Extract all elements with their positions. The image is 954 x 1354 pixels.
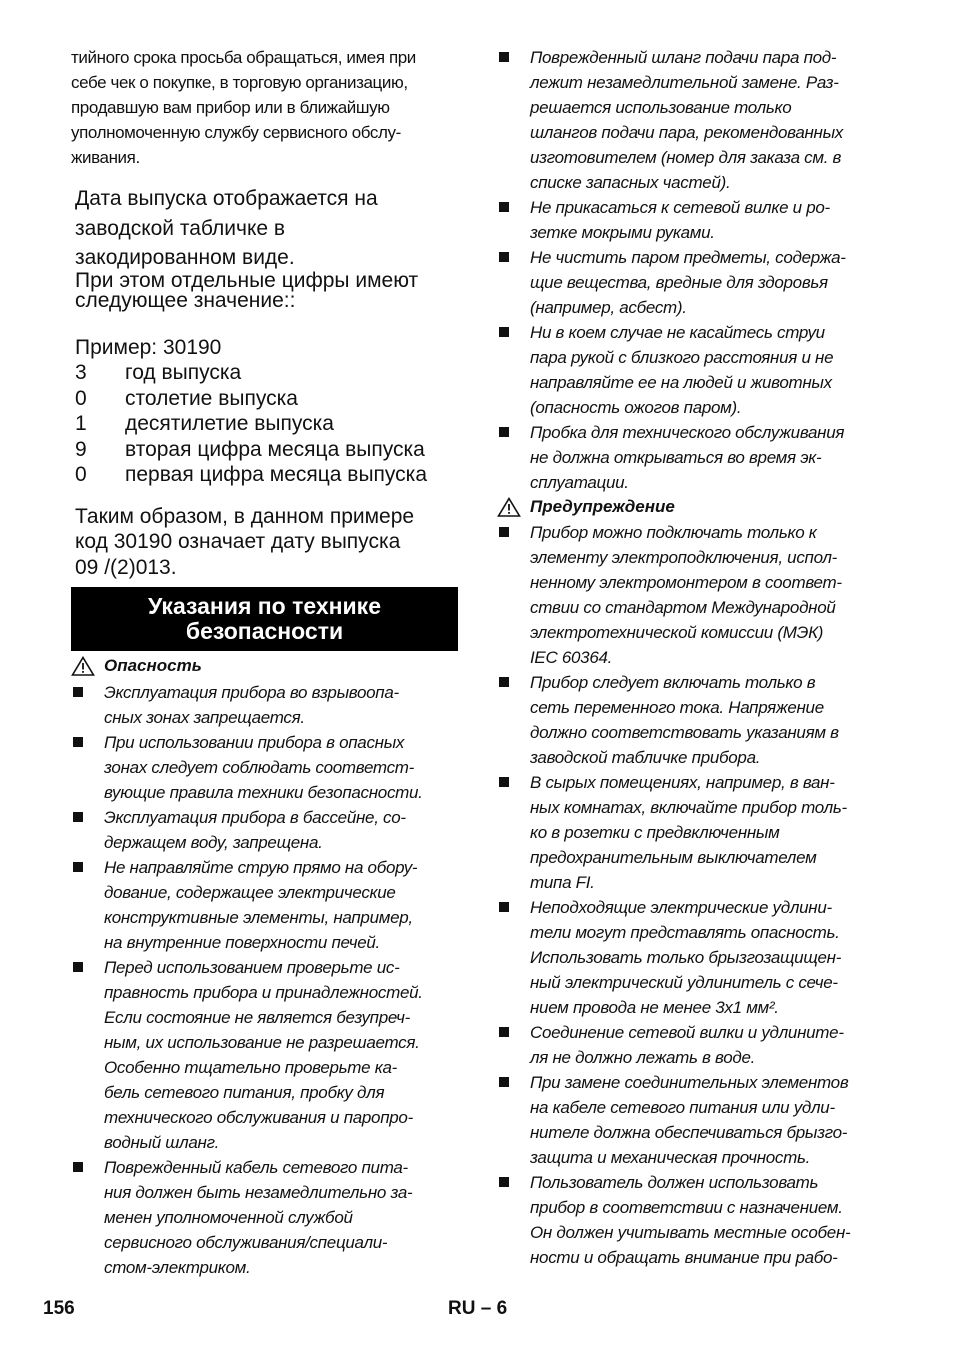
bullet-square-icon (499, 1177, 509, 1187)
list-item: Соединение сетевой вилки и удлините- ля не должно лежать в воде. (497, 1020, 892, 1070)
list-item: При замене соединительных элементов на кабеле сетевого питания или удли- нителе должна обеспечиваться брызго- защита и механическая прочность. (497, 1070, 892, 1170)
list-item: Поврежденный шланг подачи пара под- лежит незамедлительной замене. Раз- решается использование только шлангов подачи пара, рекомендованных изготовителем (номер для заказа см. в списке запасных частей). (497, 45, 892, 195)
code-row (75, 411, 465, 436)
danger-heading (71, 656, 202, 676)
bullet-square-icon (499, 252, 509, 262)
list-item: В сырых помещениях, например, в ван- ных комнатах, включайте прибор толь- ко в розетки с предвключенным предохранительным выключателем типа FI. (497, 770, 892, 895)
digits-meaning-line: следующее значение:: (75, 288, 296, 312)
summary-line: Таким образом, в данном примере (75, 505, 415, 528)
bullet-square-icon (73, 962, 83, 972)
example-label: Пример: 30190 (75, 336, 222, 359)
list-item: Ни в коем случае не касайтесь струи пара рукой с близкого расстояния и не направляйте ее на людей и животных (опасность ожогов паром). (497, 320, 892, 420)
list-item: Не прикасаться к сетевой вилке и ро- зетке мокрыми руками. (497, 195, 892, 245)
code-digit: 0 (75, 463, 87, 487)
warning-label: Предупреждение (530, 497, 675, 516)
code-meaning: столетие выпуска (125, 386, 298, 410)
bullet-square-icon (499, 202, 509, 212)
list-item: Эксплуатация прибора в бассейне, со- держащем воду, запрещена. (71, 805, 461, 855)
date-info (75, 184, 465, 313)
code-row (75, 437, 465, 462)
danger-label: Опасность (104, 656, 202, 675)
page-number: 156 (43, 1298, 75, 1319)
code-meaning: год выпуска (125, 361, 242, 385)
summary-line: 09 /(2)013. (75, 555, 177, 579)
list-item: Не направляйте струю прямо на обору- дование, содержащее электрические конструктивные элементы, например, на внутренние поверхности печей. (71, 855, 461, 955)
danger-bullet-list-continued (497, 45, 892, 495)
bullet-square-icon (499, 1027, 509, 1037)
list-item: Поврежденный кабель сетевого пита- ния должен быть незамедлительно за- менен уполномоченной службой сервисного обслуживания/специали- стом-электриком. (71, 1155, 461, 1280)
bullet-square-icon (73, 1162, 83, 1172)
intro-line: тийного срока просьба обращаться, имея при (71, 48, 416, 67)
intro-line: живания. (71, 148, 140, 167)
date-info-line: закодированном виде. (75, 246, 295, 269)
bullet-square-icon (499, 327, 509, 337)
list-item: Пользователь должен использовать прибор в соответствии с назначением. Он должен учитывать местные особен- ности и обращать внимание при рабо- (497, 1170, 892, 1270)
code-row (75, 360, 465, 385)
code-meaning: вторая цифра месяца выпуска (125, 437, 425, 461)
summary-line: код 30190 означает дату выпуска (75, 530, 401, 554)
bullet-square-icon (73, 862, 83, 872)
intro-line: себе чек о покупке, в торговую организацию, (71, 73, 408, 92)
date-info-line: заводской табличке в (75, 216, 286, 240)
list-item: Прибор можно подключать только к элементу электроподключения, испол- ненному электромонтером в соответ- ствии со стандартом Международной электротехнической комиссии (МЭК) IEC 60364. (497, 520, 892, 670)
bullet-square-icon (73, 737, 83, 747)
bullet-square-icon (73, 812, 83, 822)
bullet-square-icon (499, 527, 509, 537)
list-item: Пробка для технического обслуживания не должна открываться во время эк- сплуатации. (497, 420, 892, 495)
bullet-square-icon (499, 902, 509, 912)
code-meaning: первая цифра месяца выпуска (125, 463, 428, 487)
danger-bullet-list (71, 680, 461, 1280)
intro-line: уполномоченную службу сервисного обслу- (71, 123, 401, 142)
list-item: Неподходящие электрические удлини- тели могут представлять опасность. Использовать только брызгозащищен- ный электрический удлинитель с сече- нием провода не менее 3x1 мм². (497, 895, 892, 1020)
section-heading-line: Указания по технике (148, 593, 381, 619)
code-row (75, 386, 465, 411)
section-heading-safety (71, 587, 458, 651)
bullet-square-icon (499, 777, 509, 787)
bullet-square-icon (499, 677, 509, 687)
code-digit: 3 (75, 361, 87, 385)
bullet-square-icon (499, 427, 509, 437)
list-item: При использовании прибора в опасных зонах следует соблюдать соответст- вующие правила техники безопасности. (71, 730, 461, 805)
digits-meaning-line: При этом отдельные цифры имеют (75, 268, 419, 292)
bullet-square-icon (499, 52, 509, 62)
section-heading-line: безопасности (185, 618, 344, 644)
warning-triangle-icon (71, 656, 95, 676)
bullet-square-icon (499, 1077, 509, 1087)
list-item: Прибор следует включать только в сеть переменного тока. Напряжение должно соответствовать указаниям в заводской табличке прибора. (497, 670, 892, 770)
bullet-square-icon (73, 687, 83, 697)
date-code-example (75, 335, 465, 487)
code-digit: 9 (75, 437, 87, 461)
code-digit: 0 (75, 386, 87, 410)
code-meaning: десятилетие выпуска (125, 412, 334, 436)
intro-line: продавшую вам прибор или в ближайшую (71, 98, 390, 117)
code-digit: 1 (75, 412, 87, 436)
date-info-line: Дата выпуска отображается на (75, 187, 378, 210)
example-summary (75, 504, 465, 580)
page-section-label: RU – 6 (448, 1298, 508, 1319)
code-row (75, 462, 465, 487)
warning-triangle-icon (497, 497, 521, 517)
warning-heading (497, 497, 675, 517)
warning-bullet-list (497, 520, 892, 1270)
warranty-intro (71, 45, 461, 170)
list-item: Эксплуатация прибора во взрывоопа- сных зонах запрещается. (71, 680, 461, 730)
list-item: Перед использованием проверьте ис- правность прибора и принадлежностей. Если состояние не является безупреч- ным, их использование не разрешается. Особенно тщательно проверьте ка- бель сетевого питания, пробку для технического обслуживания и паропро- водный шланг. (71, 955, 461, 1155)
list-item: Не чистить паром предметы, содержа- щие вещества, вредные для здоровья (например, асбест). (497, 245, 892, 320)
